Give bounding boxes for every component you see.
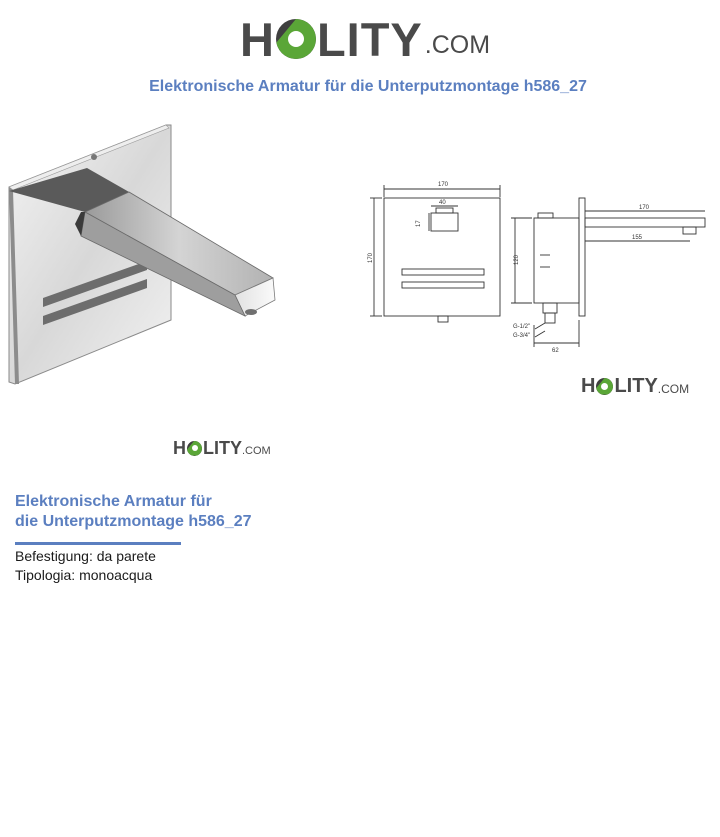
thread-label-1: G-1/2" (513, 324, 531, 330)
logo-o-icon (276, 19, 316, 59)
logo-letter-h: H (581, 374, 596, 397)
dim-side-height: 120 (514, 254, 520, 265)
product-title-line: die Unterputzmontage h586_27 (15, 513, 252, 530)
technical-drawing (360, 175, 710, 360)
dim-depth: 62 (552, 348, 559, 354)
logo-suffix: .COM (657, 381, 690, 396)
brand-logo-small (173, 437, 271, 459)
dim-spout-inner: 155 (632, 235, 643, 241)
side-view-plate (579, 198, 585, 316)
front-view-plate (384, 198, 500, 316)
spec-value: monoacqua (79, 567, 153, 583)
logo-letter-h: H (173, 437, 186, 458)
product-image (5, 120, 280, 390)
logo-o-icon (187, 441, 202, 456)
brand-logo-small (581, 374, 689, 398)
spec-list (15, 547, 156, 585)
logo-letters: LITY (203, 437, 242, 458)
logo-o-icon (596, 378, 613, 395)
dim-width-top: 170 (438, 182, 449, 188)
spec-label: Befestigung: (15, 548, 93, 564)
title-divider (15, 542, 181, 545)
spec-row (15, 547, 156, 566)
dim-height-small: 17 (416, 220, 422, 227)
spec-label: Tipologia: (15, 567, 76, 583)
logo-letter-h: H (240, 12, 275, 66)
page-title: Elektronische Armatur für die Unterputzmontage h586_27 (149, 78, 587, 95)
product-title (15, 492, 252, 532)
brand-logo[interactable] (240, 13, 490, 65)
side-view-spout (585, 218, 705, 227)
logo-letters: LITY (614, 374, 658, 397)
dim-height-left: 170 (368, 252, 374, 263)
dim-spout-length: 170 (639, 205, 650, 211)
product-title-line: Elektronische Armatur für (15, 493, 212, 510)
spec-row (15, 566, 156, 585)
spec-value: da parete (96, 548, 156, 564)
logo-suffix: .COM (424, 30, 491, 59)
logo-suffix: .COM (242, 444, 271, 457)
logo-letters: LITY (316, 12, 423, 66)
dim-inner: 40 (439, 200, 446, 206)
thread-label-2: G-3/4" (513, 333, 531, 339)
